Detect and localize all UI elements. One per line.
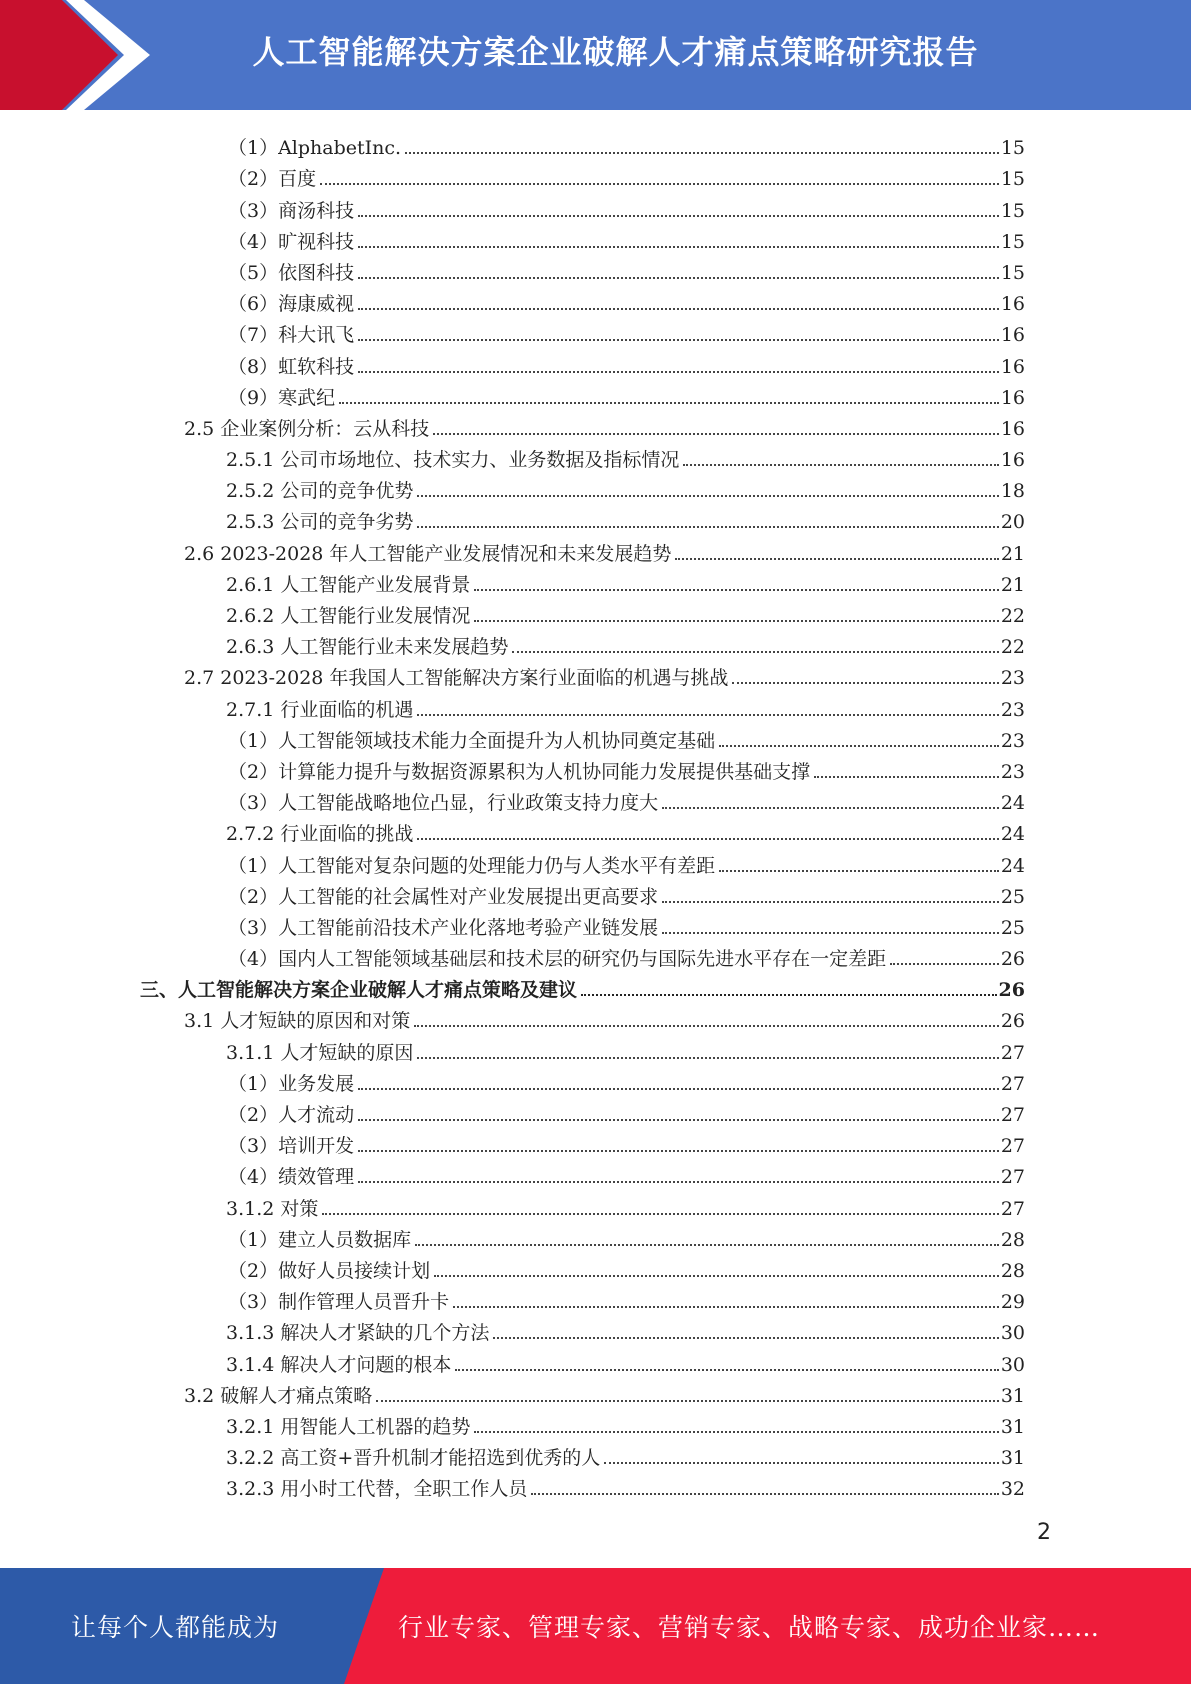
- footer-slogan-right: 行业专家、管理专家、营销专家、战略专家、成功企业家……: [398, 1613, 1101, 1642]
- page-header: [0, 0, 1191, 110]
- toc-entry[interactable]: [140, 1064, 1025, 1095]
- toc-entry[interactable]: [140, 1344, 1025, 1375]
- toc-entry-label: （1）AlphabetInc.: [228, 137, 402, 160]
- toc-entry[interactable]: [140, 128, 1025, 159]
- toc-entry[interactable]: [140, 440, 1025, 471]
- toc-entry-label: 2.7.2 行业面临的挑战: [226, 823, 414, 846]
- toc-entry-label: （2）百度: [228, 168, 317, 191]
- toc-entry[interactable]: [140, 908, 1025, 939]
- toc-entry-page: 25: [1000, 916, 1025, 939]
- toc-entry-label: 2.6.1 人工智能产业发展背景: [226, 573, 471, 596]
- toc-entry[interactable]: [140, 1001, 1025, 1032]
- toc-entry-page: 26: [1000, 1010, 1025, 1033]
- toc-dot-leader: [474, 620, 998, 622]
- toc-entry-page: 22: [1000, 605, 1025, 627]
- toc-entry-page: 27: [1000, 1166, 1025, 1189]
- toc-entry-page: 16: [1000, 293, 1025, 316]
- toc-entry-page: 27: [1000, 1041, 1025, 1064]
- toc-entry[interactable]: [140, 1469, 1025, 1500]
- toc-dot-leader: [358, 246, 999, 248]
- toc-entry[interactable]: [140, 1032, 1025, 1063]
- toc-entry[interactable]: [140, 939, 1025, 970]
- toc-entry-page: 15: [1000, 168, 1025, 191]
- toc-entry-label: （1）建立人员数据库: [228, 1228, 412, 1251]
- toc-dot-leader: [512, 651, 998, 653]
- toc-dot-leader: [453, 1306, 999, 1308]
- toc-entry-label: 3.1.3 解决人才紧缺的几个方法: [226, 1322, 490, 1345]
- toc-dot-leader: [683, 464, 998, 466]
- toc-entry[interactable]: [140, 1251, 1025, 1282]
- toc-entry-label: （3）人工智能战略地位凸显，行业政策支持力度大: [228, 792, 659, 815]
- toc-dot-leader: [474, 589, 998, 591]
- toc-entry-page: 30: [1000, 1353, 1025, 1376]
- page-number: 2: [1037, 1520, 1051, 1545]
- chevron-arrow-icon: [0, 0, 160, 110]
- toc-entry-label: 3.2.3 用小时工代替，全职工作人员: [226, 1478, 528, 1501]
- toc-entry-page: 21: [1000, 542, 1025, 565]
- toc-entry-label: 3.2.1 用智能人工机器的趋势: [226, 1415, 471, 1438]
- toc-entry-label: 2.6.3 人工智能行业未来发展趋势: [226, 636, 509, 659]
- toc-entry-page: 27: [1000, 1197, 1025, 1220]
- toc-entry-page: 16: [1000, 386, 1025, 409]
- table-of-contents: [140, 128, 1025, 1500]
- toc-entry-page: 27: [1000, 1072, 1025, 1095]
- toc-entry[interactable]: [140, 721, 1025, 752]
- toc-entry-page: 24: [1000, 792, 1025, 815]
- toc-entry[interactable]: [140, 533, 1025, 564]
- toc-dot-leader: [320, 183, 999, 185]
- toc-entry-page: 24: [1000, 823, 1025, 846]
- toc-entry-label: （4）绩效管理: [228, 1166, 355, 1189]
- toc-dot-leader: [358, 1119, 999, 1121]
- toc-entry-label: 3.2 破解人才痛点策略: [184, 1384, 373, 1407]
- toc-entry[interactable]: [140, 845, 1025, 876]
- toc-entry[interactable]: [140, 1188, 1025, 1219]
- toc-entry-label: 2.7.1 行业面临的机遇: [226, 698, 414, 721]
- toc-dot-leader: [358, 308, 999, 310]
- toc-entry-page: 28: [1000, 1228, 1025, 1251]
- toc-entry[interactable]: [140, 1095, 1025, 1126]
- toc-entry-label: 2.5.2 公司的竞争优势: [226, 480, 414, 503]
- toc-entry-label: （3）制作管理人员晋升卡: [228, 1291, 450, 1314]
- footer-slogan-left: 让每个人都能成为: [70, 1613, 279, 1642]
- toc-entry-label: （1）业务发展: [228, 1072, 355, 1095]
- toc-entry-page: 31: [1000, 1415, 1025, 1438]
- toc-dot-leader: [434, 1275, 999, 1277]
- toc-entry[interactable]: [140, 409, 1025, 440]
- toc-dot-leader: [662, 901, 999, 903]
- toc-entry-page: 23: [1000, 729, 1025, 752]
- toc-entry-label: 2.5 企业案例分析：云从科技: [184, 417, 430, 440]
- toc-entry-label: （5）依图科技: [228, 261, 355, 284]
- toc-entry-label: （3）商汤科技: [228, 199, 355, 222]
- toc-entry[interactable]: [140, 1220, 1025, 1251]
- toc-entry[interactable]: [140, 471, 1025, 502]
- toc-entry-page: 27: [1000, 1104, 1025, 1126]
- toc-entry[interactable]: [140, 658, 1025, 689]
- toc-entry-label: （2）人才流动: [228, 1104, 355, 1126]
- toc-entry[interactable]: [140, 596, 1025, 627]
- toc-entry-page: 23: [1000, 698, 1025, 721]
- toc-entry-page: 21: [1000, 573, 1025, 596]
- toc-entry-page: 15: [1000, 230, 1025, 253]
- report-title: 人工智能解决方案企业破解人才痛点策略研究报告: [252, 33, 979, 71]
- toc-entry[interactable]: [140, 752, 1025, 783]
- toc-entry[interactable]: [140, 253, 1025, 284]
- toc-dot-leader: [662, 807, 999, 809]
- toc-entry[interactable]: [140, 190, 1025, 221]
- toc-entry-page: 31: [1000, 1447, 1025, 1470]
- toc-entry-label: 3.1.1 人才短缺的原因: [226, 1041, 414, 1064]
- toc-entry[interactable]: [140, 877, 1025, 908]
- toc-entry[interactable]: [140, 1282, 1025, 1313]
- toc-dot-leader: [455, 1369, 998, 1371]
- toc-dot-leader: [890, 963, 999, 965]
- toc-entry-label: 三、人工智能解决方案企业破解人才痛点策略及建议: [140, 979, 578, 1002]
- toc-dot-leader: [339, 402, 999, 404]
- toc-entry[interactable]: [140, 1313, 1025, 1344]
- toc-entry-label: 2.5.1 公司市场地位、技术实力、业务数据及指标情况: [226, 449, 680, 472]
- toc-entry-label: 3.2.2 高工资+晋升机制才能招选到优秀的人: [226, 1447, 601, 1470]
- toc-dot-leader: [474, 1431, 998, 1433]
- toc-dot-leader: [531, 1493, 998, 1495]
- toc-dot-leader: [358, 371, 999, 373]
- toc-entry-label: （1）人工智能对复杂问题的处理能力仍与人类水平有差距: [228, 854, 716, 877]
- toc-dot-leader: [719, 745, 999, 747]
- toc-entry-label: （7）科大讯飞: [228, 324, 355, 347]
- toc-dot-leader: [417, 526, 998, 528]
- toc-dot-leader: [662, 932, 999, 934]
- toc-entry[interactable]: [140, 1126, 1025, 1157]
- toc-entry[interactable]: [140, 1376, 1025, 1407]
- toc-entry-page: 26: [998, 979, 1025, 1002]
- toc-entry[interactable]: [140, 689, 1025, 720]
- toc-entry[interactable]: [140, 565, 1025, 596]
- toc-entry-page: 16: [1000, 417, 1025, 440]
- toc-entry-label: 3.1.2 对策: [226, 1197, 319, 1220]
- toc-entry-page: 29: [1000, 1291, 1025, 1314]
- toc-entry-page: 23: [1000, 667, 1025, 690]
- toc-entry-label: （8）虹软科技: [228, 355, 355, 378]
- toc-dot-leader: [358, 1181, 999, 1183]
- toc-entry-page: 20: [1000, 511, 1025, 534]
- toc-entry[interactable]: [140, 378, 1025, 409]
- toc-dot-leader: [493, 1337, 998, 1339]
- toc-entry-page: 24: [1000, 854, 1025, 877]
- toc-entry-label: （2）做好人员接续计划: [228, 1259, 431, 1282]
- toc-dot-leader: [604, 1462, 999, 1464]
- toc-entry-page: 15: [1000, 261, 1025, 284]
- toc-entry-page: 15: [1000, 199, 1025, 222]
- toc-entry-page: 15: [1000, 137, 1025, 160]
- toc-dot-leader: [675, 558, 998, 560]
- toc-entry-label: （3）人工智能前沿技术产业化落地考验产业链发展: [228, 916, 659, 939]
- toc-entry[interactable]: [140, 1438, 1025, 1469]
- toc-dot-leader: [732, 682, 998, 684]
- toc-entry-page: 30: [1000, 1322, 1025, 1345]
- toc-entry-label: （9）寒武纪: [228, 386, 336, 409]
- toc-entry-page: 26: [1000, 948, 1025, 971]
- toc-entry[interactable]: [140, 970, 1025, 1001]
- toc-entry[interactable]: [140, 1157, 1025, 1188]
- toc-entry-page: 22: [1000, 636, 1025, 659]
- toc-dot-leader: [358, 1150, 999, 1152]
- toc-entry-page: 25: [1000, 885, 1025, 908]
- toc-dot-leader: [433, 433, 999, 435]
- toc-dot-leader: [415, 1244, 999, 1246]
- toc-entry-label: 2.7 2023-2028 年我国人工智能解决方案行业面临的机遇与挑战: [184, 667, 729, 690]
- toc-dot-leader: [417, 714, 998, 716]
- toc-entry[interactable]: [140, 502, 1025, 533]
- toc-entry-label: （6）海康威视: [228, 293, 355, 316]
- toc-entry-label: （1）人工智能领域技术能力全面提升为人机协同奠定基础: [228, 729, 716, 752]
- toc-entry-label: 2.5.3 公司的竞争劣势: [226, 511, 414, 534]
- toc-dot-leader: [417, 495, 998, 497]
- toc-entry[interactable]: [140, 783, 1025, 814]
- page-footer: [0, 1568, 1191, 1684]
- toc-entry[interactable]: [140, 1407, 1025, 1438]
- toc-entry-label: 3.1.4 解决人才问题的根本: [226, 1353, 452, 1376]
- toc-entry-label: 3.1 人才短缺的原因和对策: [184, 1010, 411, 1033]
- toc-dot-leader: [719, 870, 999, 872]
- toc-entry[interactable]: [140, 315, 1025, 346]
- toc-dot-leader: [376, 1400, 999, 1402]
- toc-dot-leader: [358, 1088, 999, 1090]
- toc-entry-page: 16: [1000, 324, 1025, 347]
- toc-entry-page: 31: [1000, 1384, 1025, 1407]
- toc-dot-leader: [417, 838, 998, 840]
- toc-entry[interactable]: [140, 814, 1025, 845]
- toc-entry-page: 27: [1000, 1135, 1025, 1158]
- toc-dot-leader: [358, 277, 999, 279]
- toc-entry[interactable]: [140, 346, 1025, 377]
- toc-dot-leader: [581, 994, 997, 996]
- toc-dot-leader: [417, 1057, 998, 1059]
- toc-entry[interactable]: [140, 284, 1025, 315]
- toc-dot-leader: [414, 1025, 999, 1027]
- toc-entry-label: （4）国内人工智能领域基础层和技术层的研究仍与国际先进水平存在一定差距: [228, 948, 887, 971]
- toc-dot-leader: [358, 215, 999, 217]
- toc-entry-label: 2.6 2023-2028 年人工智能产业发展情况和未来发展趋势: [184, 542, 672, 565]
- toc-entry-page: 28: [1000, 1259, 1025, 1282]
- toc-entry[interactable]: [140, 627, 1025, 658]
- toc-entry-label: （2）计算能力提升与数据资源累积为人机协同能力发展提供基础支撑: [228, 760, 811, 783]
- toc-entry-label: （3）培训开发: [228, 1135, 355, 1158]
- toc-entry-label: （2）人工智能的社会属性对产业发展提出更高要求: [228, 885, 659, 908]
- toc-entry-page: 23: [1000, 760, 1025, 783]
- toc-entry-page: 16: [1000, 449, 1025, 472]
- toc-dot-leader: [814, 776, 999, 778]
- toc-entry-label: （4）旷视科技: [228, 230, 355, 253]
- toc-dot-leader: [322, 1213, 998, 1215]
- toc-entry[interactable]: [140, 222, 1025, 253]
- toc-entry-page: 16: [1000, 355, 1025, 378]
- toc-entry-page: 18: [1000, 480, 1025, 503]
- toc-dot-leader: [405, 152, 999, 154]
- toc-entry-page: 32: [1000, 1478, 1025, 1501]
- toc-entry-label: 2.6.2 人工智能行业发展情况: [226, 605, 471, 627]
- toc-entry[interactable]: [140, 159, 1025, 190]
- toc-dot-leader: [358, 339, 999, 341]
